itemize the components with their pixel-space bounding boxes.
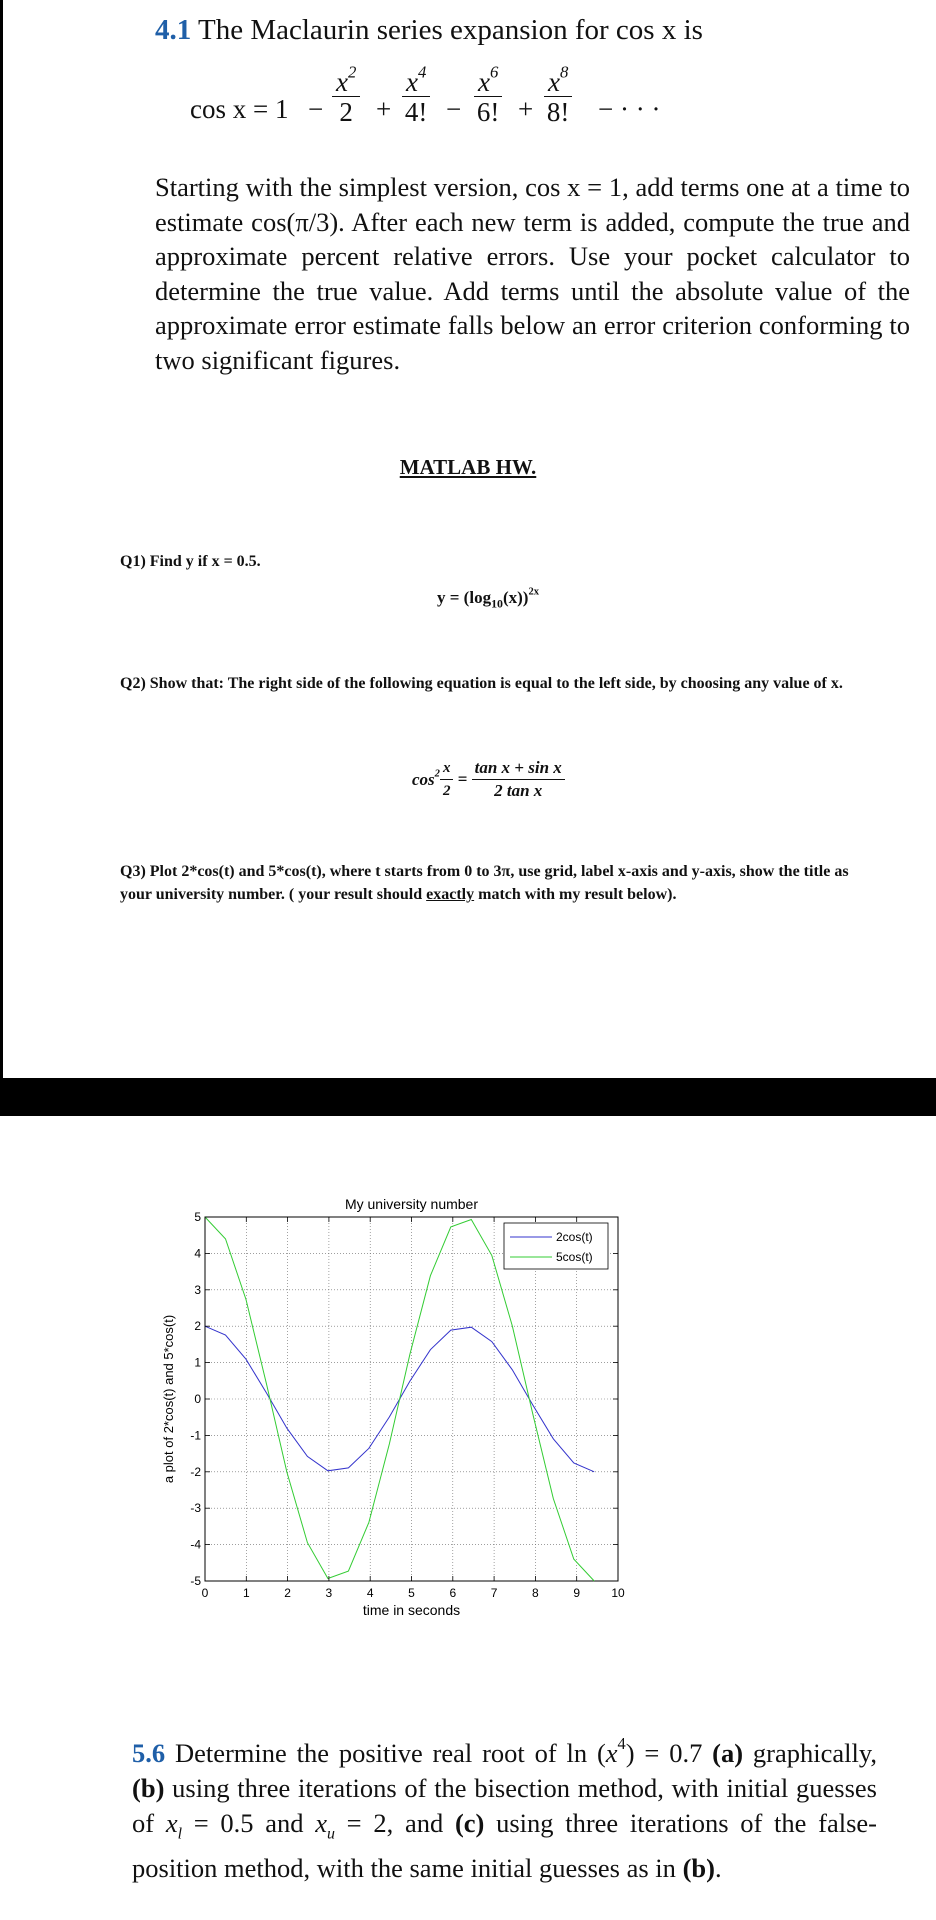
y-tick-label: 3 — [194, 1282, 201, 1297]
y-tick-label: 1 — [194, 1355, 201, 1370]
y-tick-label: -5 — [190, 1574, 201, 1588]
y-tick-label: -2 — [190, 1464, 201, 1479]
x-tick-label: 1 — [242, 1586, 250, 1600]
page-divider — [0, 1078, 936, 1116]
series-term: $\frac{x^6}{6!}$ — [474, 68, 502, 128]
problem-4-1-text: Starting with the simplest version, cos x = 1, add terms one at a time to estimate cos(π/3). After each new term is added, compute the true and approximate percent relative errors. Use your pocket calculator to determine the true value. Add terms until the absolute value of the approximate error estimate falls below an error criterion conforming to two significant figures. — [155, 172, 910, 375]
problem-5-6 — [132, 1733, 877, 1886]
chart-title: My university number — [344, 1196, 479, 1212]
x-tick-label: 2 — [284, 1586, 291, 1600]
series-term: $\frac{x^4}{4!}$ — [402, 68, 430, 128]
series-sign: − — [308, 94, 324, 124]
x-tick-label: 10 — [611, 1586, 625, 1600]
problem-intro: The Maclaurin series expansion for cos x is — [197, 14, 703, 46]
question-3: Q3) Plot 2*cos(t) and 5*cos(t), where t starts from 0 to 3π, use grid, label x-axis and y-axis, show the title as your university number. ( your result should exactly match with my result below). — [120, 863, 849, 903]
y-tick-label: 0 — [194, 1392, 201, 1406]
y-tick-label: 5 — [194, 1210, 201, 1224]
matlab-heading: MATLAB HW. — [399, 455, 537, 479]
series-term: $\frac{x^2}{2}$ — [332, 68, 360, 128]
question-1-equation: $y = (\log_{10}(x))^{2x}$ — [437, 586, 539, 611]
x-tick-label: 3 — [325, 1586, 333, 1600]
chart-legend — [504, 1223, 608, 1269]
question-2-equation: $\cos^2$ $\frac{x}{2}$ = $\frac{\text{tan x + sin x}}{\text{2 tan x}}$ — [412, 757, 612, 805]
series-term: $\frac{x^8}{8!}$ — [544, 68, 572, 128]
series-tail: − · · · — [598, 94, 661, 124]
problem-number: 5.6 — [132, 1738, 166, 1768]
y-tick-label: -4 — [190, 1537, 201, 1552]
x-tick-label: 9 — [573, 1586, 581, 1600]
y-tick-label: -1 — [190, 1428, 201, 1443]
y-axis-label: a plot of 2*cos(t) and 5*cos(t) — [161, 1314, 176, 1484]
maclaurin-series-equation — [190, 62, 670, 146]
series-sign: + — [518, 94, 534, 124]
problem-4-1-heading — [155, 14, 703, 47]
x-tick-label: 4 — [366, 1586, 374, 1600]
x-tick-label: 5 — [408, 1586, 415, 1600]
legend-label: 2cos(t) — [556, 1230, 593, 1244]
y-tick-label: 4 — [194, 1246, 201, 1261]
legend-label: 5cos(t) — [556, 1250, 593, 1264]
x-tick-label: 7 — [490, 1586, 498, 1600]
x-tick-label: 8 — [532, 1586, 539, 1600]
left-border — [0, 0, 3, 1078]
y-tick-label: -3 — [190, 1501, 201, 1516]
question-1: Q1) Find y if x = 0.5. — [120, 553, 261, 570]
question-2: Q2) Show that: The right side of the following equation is equal to the left side, by choosing any value of x. — [120, 675, 843, 692]
problem-number: 4.1 — [155, 14, 192, 46]
x-tick-label: 6 — [449, 1586, 457, 1600]
series-lhs: cos x = 1 — [190, 94, 289, 124]
x-axis-label: time in seconds — [362, 1602, 461, 1618]
x-tick-label: 0 — [201, 1586, 209, 1600]
problem-5-6-text: Determine the positive real root of $\ln (x^4) = 0.7$ (a) graphically, (b) using three iterations of the bisection method, with initial guesses of $x_l = 0.5$ and $x_u = 2$, and (c) using three iterations of the false-position method, with the same initial guesses as in (b). — [132, 1733, 877, 1884]
plot-grid — [205, 1217, 618, 1581]
series-sign: + — [376, 94, 392, 124]
matlab-plot — [150, 1180, 740, 1670]
series-sign: − — [446, 94, 462, 124]
y-tick-label: 2 — [194, 1319, 201, 1334]
